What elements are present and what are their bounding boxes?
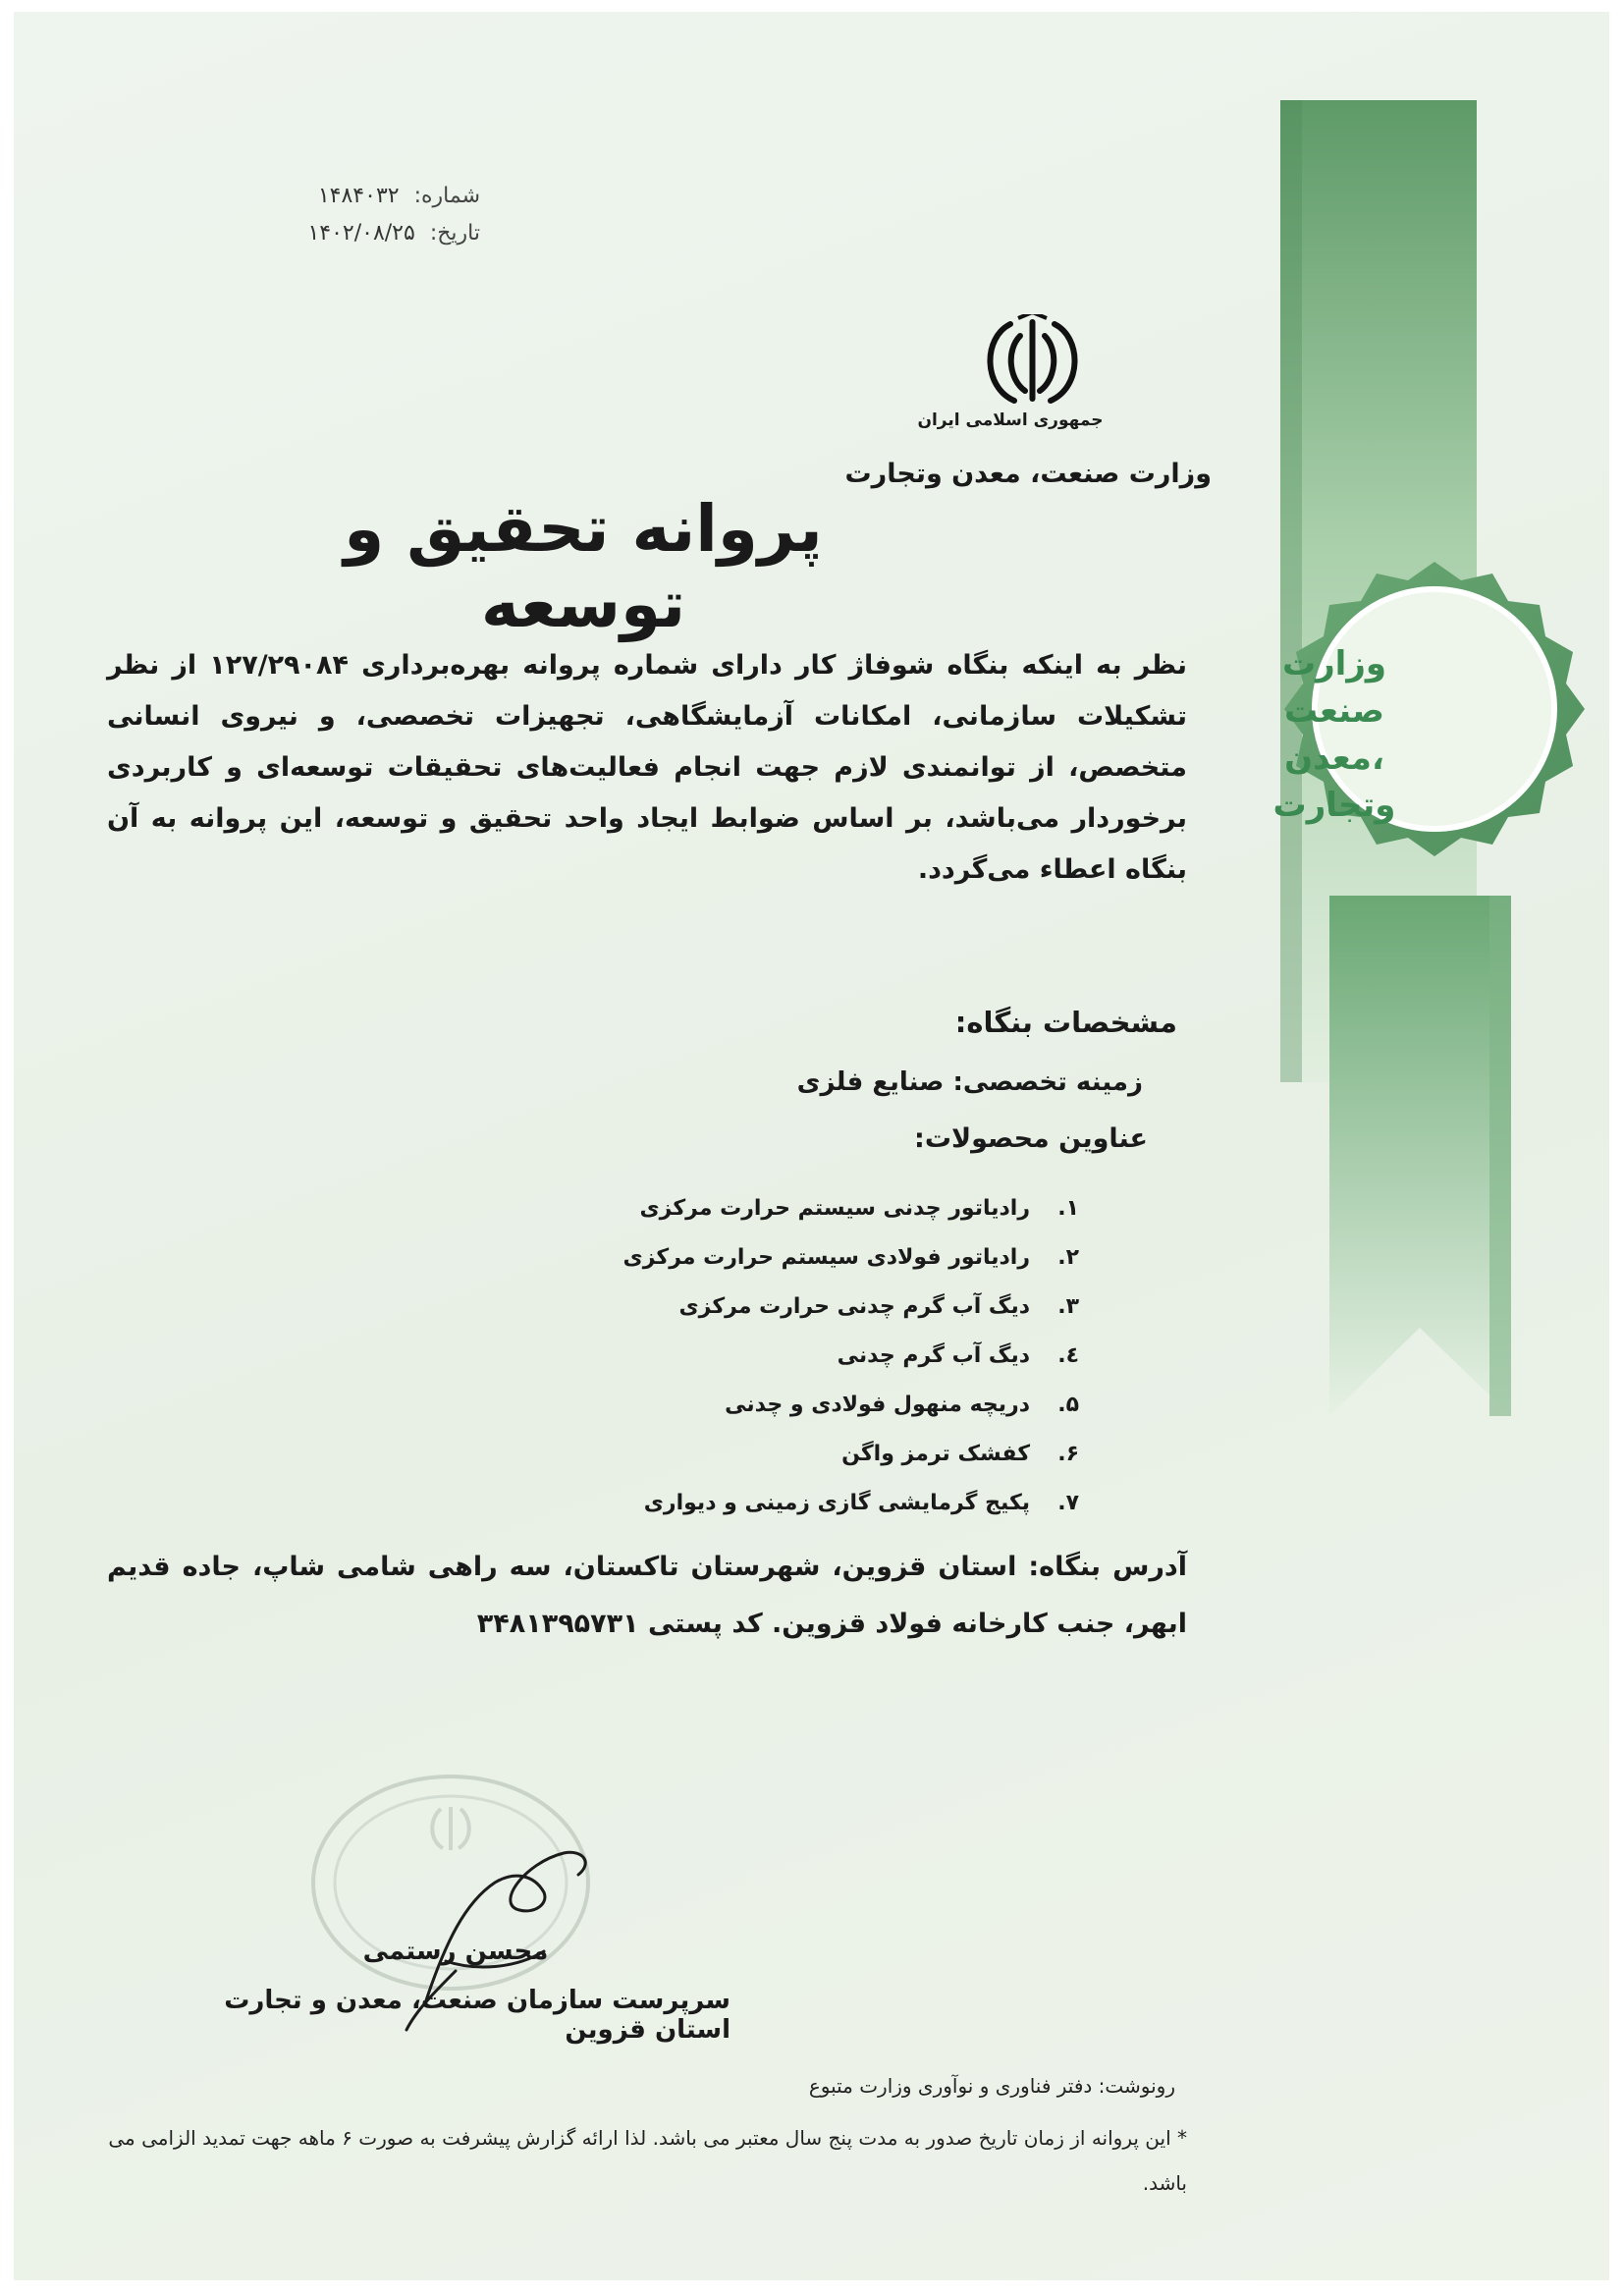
product-list [392,1183,1079,1527]
seal-line-1: وزارت [1281,644,1387,683]
list-item [392,1429,1079,1478]
iran-emblem-icon [971,314,1094,409]
item-label: رادیاتور چدنی سیستم حرارت مرکزی [639,1195,1030,1221]
item-label: دیگ آب گرم چدنی حرارت مرکزی [678,1293,1030,1319]
letter-date [264,221,480,246]
item-number: ۳. [1057,1293,1079,1319]
carbon-copy-note: رونوشت: دفتر فناوری و نوآوری وزارت متبوع [808,2074,1175,2098]
company-specs-title: مشخصات بنگاه: [954,1006,1177,1039]
item-label: دیگ آب گرم چدنی [837,1342,1030,1368]
item-number: ۵. [1057,1392,1079,1417]
emblem-caption: جمهوری اسلامی ایران [917,410,1104,430]
number-label: شماره: [413,184,480,208]
company-address: آدرس بنگاه: استان قزوین، شهرستان تاکستان، سه راهی شامی شاپ، جاده قدیم ابهر، جنب کارخانه فولاد قزوین. کد پستی ۳۴۸۱۳۹۵۷۳۱ [107,1552,1187,1639]
license-paragraph: نظر به اینکه بنگاه شوفاژ کار دارای شماره پروانه بهره‌برداری ۱۲۷/۲۹۰۸۴ از نظر تشکیلات سازمانی، امکانات آزمایشگاهی، تجهیزات تخصصی، و نیروی انسانی متخصص، از توانمندی لازم جهت انجام فعالیت‌های تحقیقات توسعه‌ای و کاربردی برخوردار می‌باشد، بر اساس ضوابط ایجاد واحد تحقیق و توسعه، این پروانه به آن بنگاه اعطاء می‌گردد. [107,650,1188,885]
ministry-name: وزارت صنعت، معدن وتجارت [844,459,1212,489]
specialty-field: زمینه تخصصی: صنایع فلزی [796,1067,1143,1097]
signer-name: محسن رستمی [362,1937,549,1966]
certificate-page [14,12,1609,2280]
list-item [392,1380,1079,1429]
letter-number [264,184,480,208]
date-value: ۱۴۰۲/۰۸/۲۵ [307,221,415,246]
page-title: پروانه تحقیق و توسعه [344,491,823,642]
item-number: ۱. [1057,1195,1079,1221]
products-title: عناوین محصولات: [914,1123,1148,1154]
list-item [392,1478,1079,1527]
item-number: ۲. [1057,1244,1079,1270]
item-number: ۶. [1057,1441,1079,1466]
seal-text [1236,640,1433,829]
date-label: تاریخ: [429,221,480,246]
seal-line-3: وتجارت [1272,786,1396,825]
list-item [392,1183,1079,1232]
item-number: ۷. [1057,1490,1079,1515]
item-number: ٤. [1057,1342,1079,1368]
list-item [392,1282,1079,1331]
ribbon-decoration [14,12,1609,2280]
seal-line-2: صنعت ،معدن [1284,691,1384,778]
item-label: دریچه منهول فولادی و چدنی [725,1392,1030,1417]
list-item [392,1331,1079,1380]
signer-title: سرپرست سازمان صنعت، معدن و تجارت استان قزوین [224,1986,730,2045]
number-value: ۱۴۸۴۰۳۲ [317,184,400,208]
validity-note: * این پروانه از زمان تاریخ صدور به مدت پنج سال معتبر می باشد. لذا ارائه گزارش پیشرفت به صورت ۶ ماهه جهت تمدید الزامی می باشد. [108,2126,1187,2195]
list-item [392,1232,1079,1282]
item-label: رادیاتور فولادی سیستم حرارت مرکزی [622,1244,1030,1270]
item-label: کفشک ترمز واگن [841,1441,1030,1466]
item-label: پکیج گرمایشی گازی زمینی و دیواری [643,1490,1030,1515]
